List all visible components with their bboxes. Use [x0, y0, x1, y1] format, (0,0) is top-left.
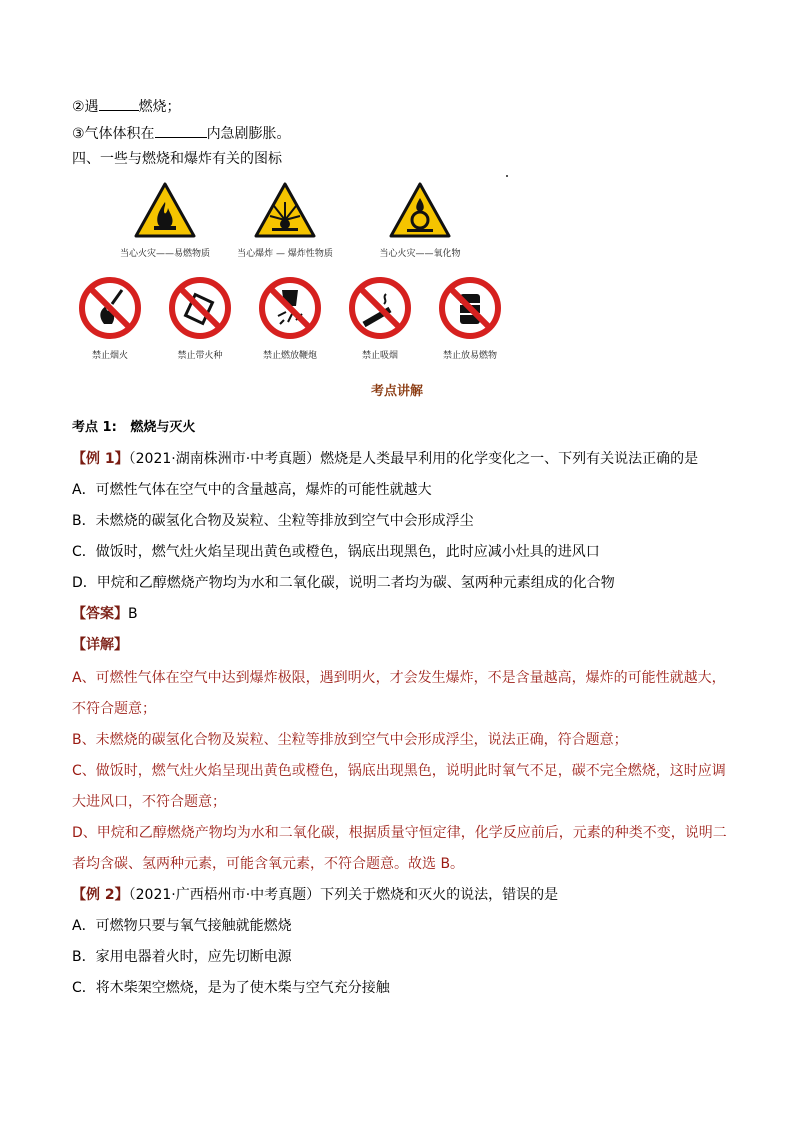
blank-line-2: [72, 96, 181, 117]
answer-value: B: [128, 606, 138, 622]
detail-line: B、未燃烧的碳氢化合物及炭粒、尘粒等排放到空气中会形成浮尘，说法正确，符合题意；: [72, 732, 628, 748]
option-b: B．未燃烧的碳氢化合物及炭粒、尘粒等排放到空气中会形成浮尘: [72, 513, 474, 529]
detail-line: 大进风口，不符合题意；: [72, 794, 226, 810]
kaodian-heading: [72, 418, 195, 438]
line-text: ③气体体积在: [72, 126, 155, 142]
line-text: 内急剧膨胀。: [206, 126, 291, 142]
flammable-icon: [134, 182, 196, 238]
stray-dot: [506, 175, 508, 177]
no-open-flame-icon: [78, 276, 142, 340]
sign-caption: 禁止燃放鞭炮: [262, 351, 317, 361]
detail-line: 者均含碳、氢两种元素，可能含氧元素，不符合题意。故选 B。: [72, 856, 465, 872]
sign-caption: 当心爆炸 — 爆炸性物质: [237, 249, 333, 259]
prohibition-sign-no-smoking: [340, 276, 420, 361]
option-c: C．将木柴架空燃烧，是为了使木柴与空气充分接触: [72, 980, 390, 996]
warning-sign-flammable: [120, 182, 210, 259]
line-text: 燃烧；: [138, 99, 181, 115]
prohibition-sign-no-matches: [160, 276, 240, 361]
detail-line: C、做饭时，燃气灶火焰呈现出黄色或橙色，锅底出现黑色，说明此时氧气不足，碳不完全燃烧，这时应调: [72, 763, 726, 779]
prohibition-sign-no-flammables: [430, 276, 510, 361]
section-title: 考点讲解: [370, 384, 423, 399]
sign-caption: 禁止烟火: [91, 351, 128, 361]
kaodian-label: 考点 1:: [72, 420, 117, 435]
sign-caption: 禁止放易燃物: [442, 351, 497, 361]
explosive-icon: [254, 182, 316, 238]
answer-line: [72, 604, 138, 624]
prohibition-sign-no-fireworks: [250, 276, 330, 361]
answer-tag: 【答案】: [72, 606, 128, 622]
option-d: D．甲烷和乙醇燃烧产物均为水和二氧化碳，说明二者均为碳、氢两种元素组成的化合物: [72, 575, 615, 591]
sign-caption: 禁止带火种: [177, 351, 223, 361]
no-smoking-icon: [348, 276, 412, 340]
option-a: A．可燃物只要与氧气接触就能燃烧: [72, 918, 292, 934]
answer-blank[interactable]: [99, 96, 139, 111]
detail-line: 不符合题意；: [72, 701, 156, 717]
example-tag: 【例 2】: [72, 887, 129, 903]
example2-question: [72, 885, 558, 905]
option-c: C．做饭时，燃气灶火焰呈现出黄色或橙色，锅底出现黑色，此时应减小灶具的进风口: [72, 544, 600, 560]
sign-caption: 当心火灾——易燃物质: [120, 249, 211, 259]
example1-question: [72, 449, 698, 469]
oxidizer-icon: [389, 182, 451, 238]
detail-tag: 【详解】: [72, 637, 128, 653]
question-text: （2021·湖南株洲市·中考真题）燃烧是人类最早利用的化学变化之一、下列有关说法正确的是: [128, 451, 699, 467]
detail-line: A、可燃性气体在空气中达到爆炸极限，遇到明火，才会发生爆炸，不是含量越高，爆炸的可能性就越大，: [72, 670, 726, 686]
warning-sign-oxidizer: [370, 182, 470, 259]
prohibition-sign-no-open-flame: [70, 276, 150, 361]
no-fireworks-icon: [258, 276, 322, 340]
no-matches-icon: [168, 276, 232, 340]
line-text: ②遇: [72, 99, 99, 115]
blank-line-3: [72, 123, 291, 144]
kaodian-title: 燃烧与灭火: [130, 420, 196, 435]
example-tag: 【例 1】: [72, 451, 129, 467]
section-four-heading: 四、一些与燃烧和爆炸有关的图标: [72, 151, 282, 167]
question-text: （2021·广西梧州市·中考真题）下列关于燃烧和灭火的说法，错误的是: [128, 887, 559, 903]
detail-line: D、甲烷和乙醇燃烧产物均为水和二氧化碳，根据质量守恒定律，化学反应前后，元素的种类不变，说明二: [72, 825, 727, 841]
warning-sign-explosive: [230, 182, 340, 259]
option-a: A．可燃性气体在空气中的含量越高，爆炸的可能性就越大: [72, 482, 432, 498]
answer-blank[interactable]: [155, 123, 207, 138]
no-flammables-icon: [438, 276, 502, 340]
sign-caption: 当心火灾——氧化物: [379, 249, 461, 259]
option-b: B．家用电器着火时，应先切断电源: [72, 949, 292, 965]
sign-caption: 禁止吸烟: [361, 351, 398, 361]
